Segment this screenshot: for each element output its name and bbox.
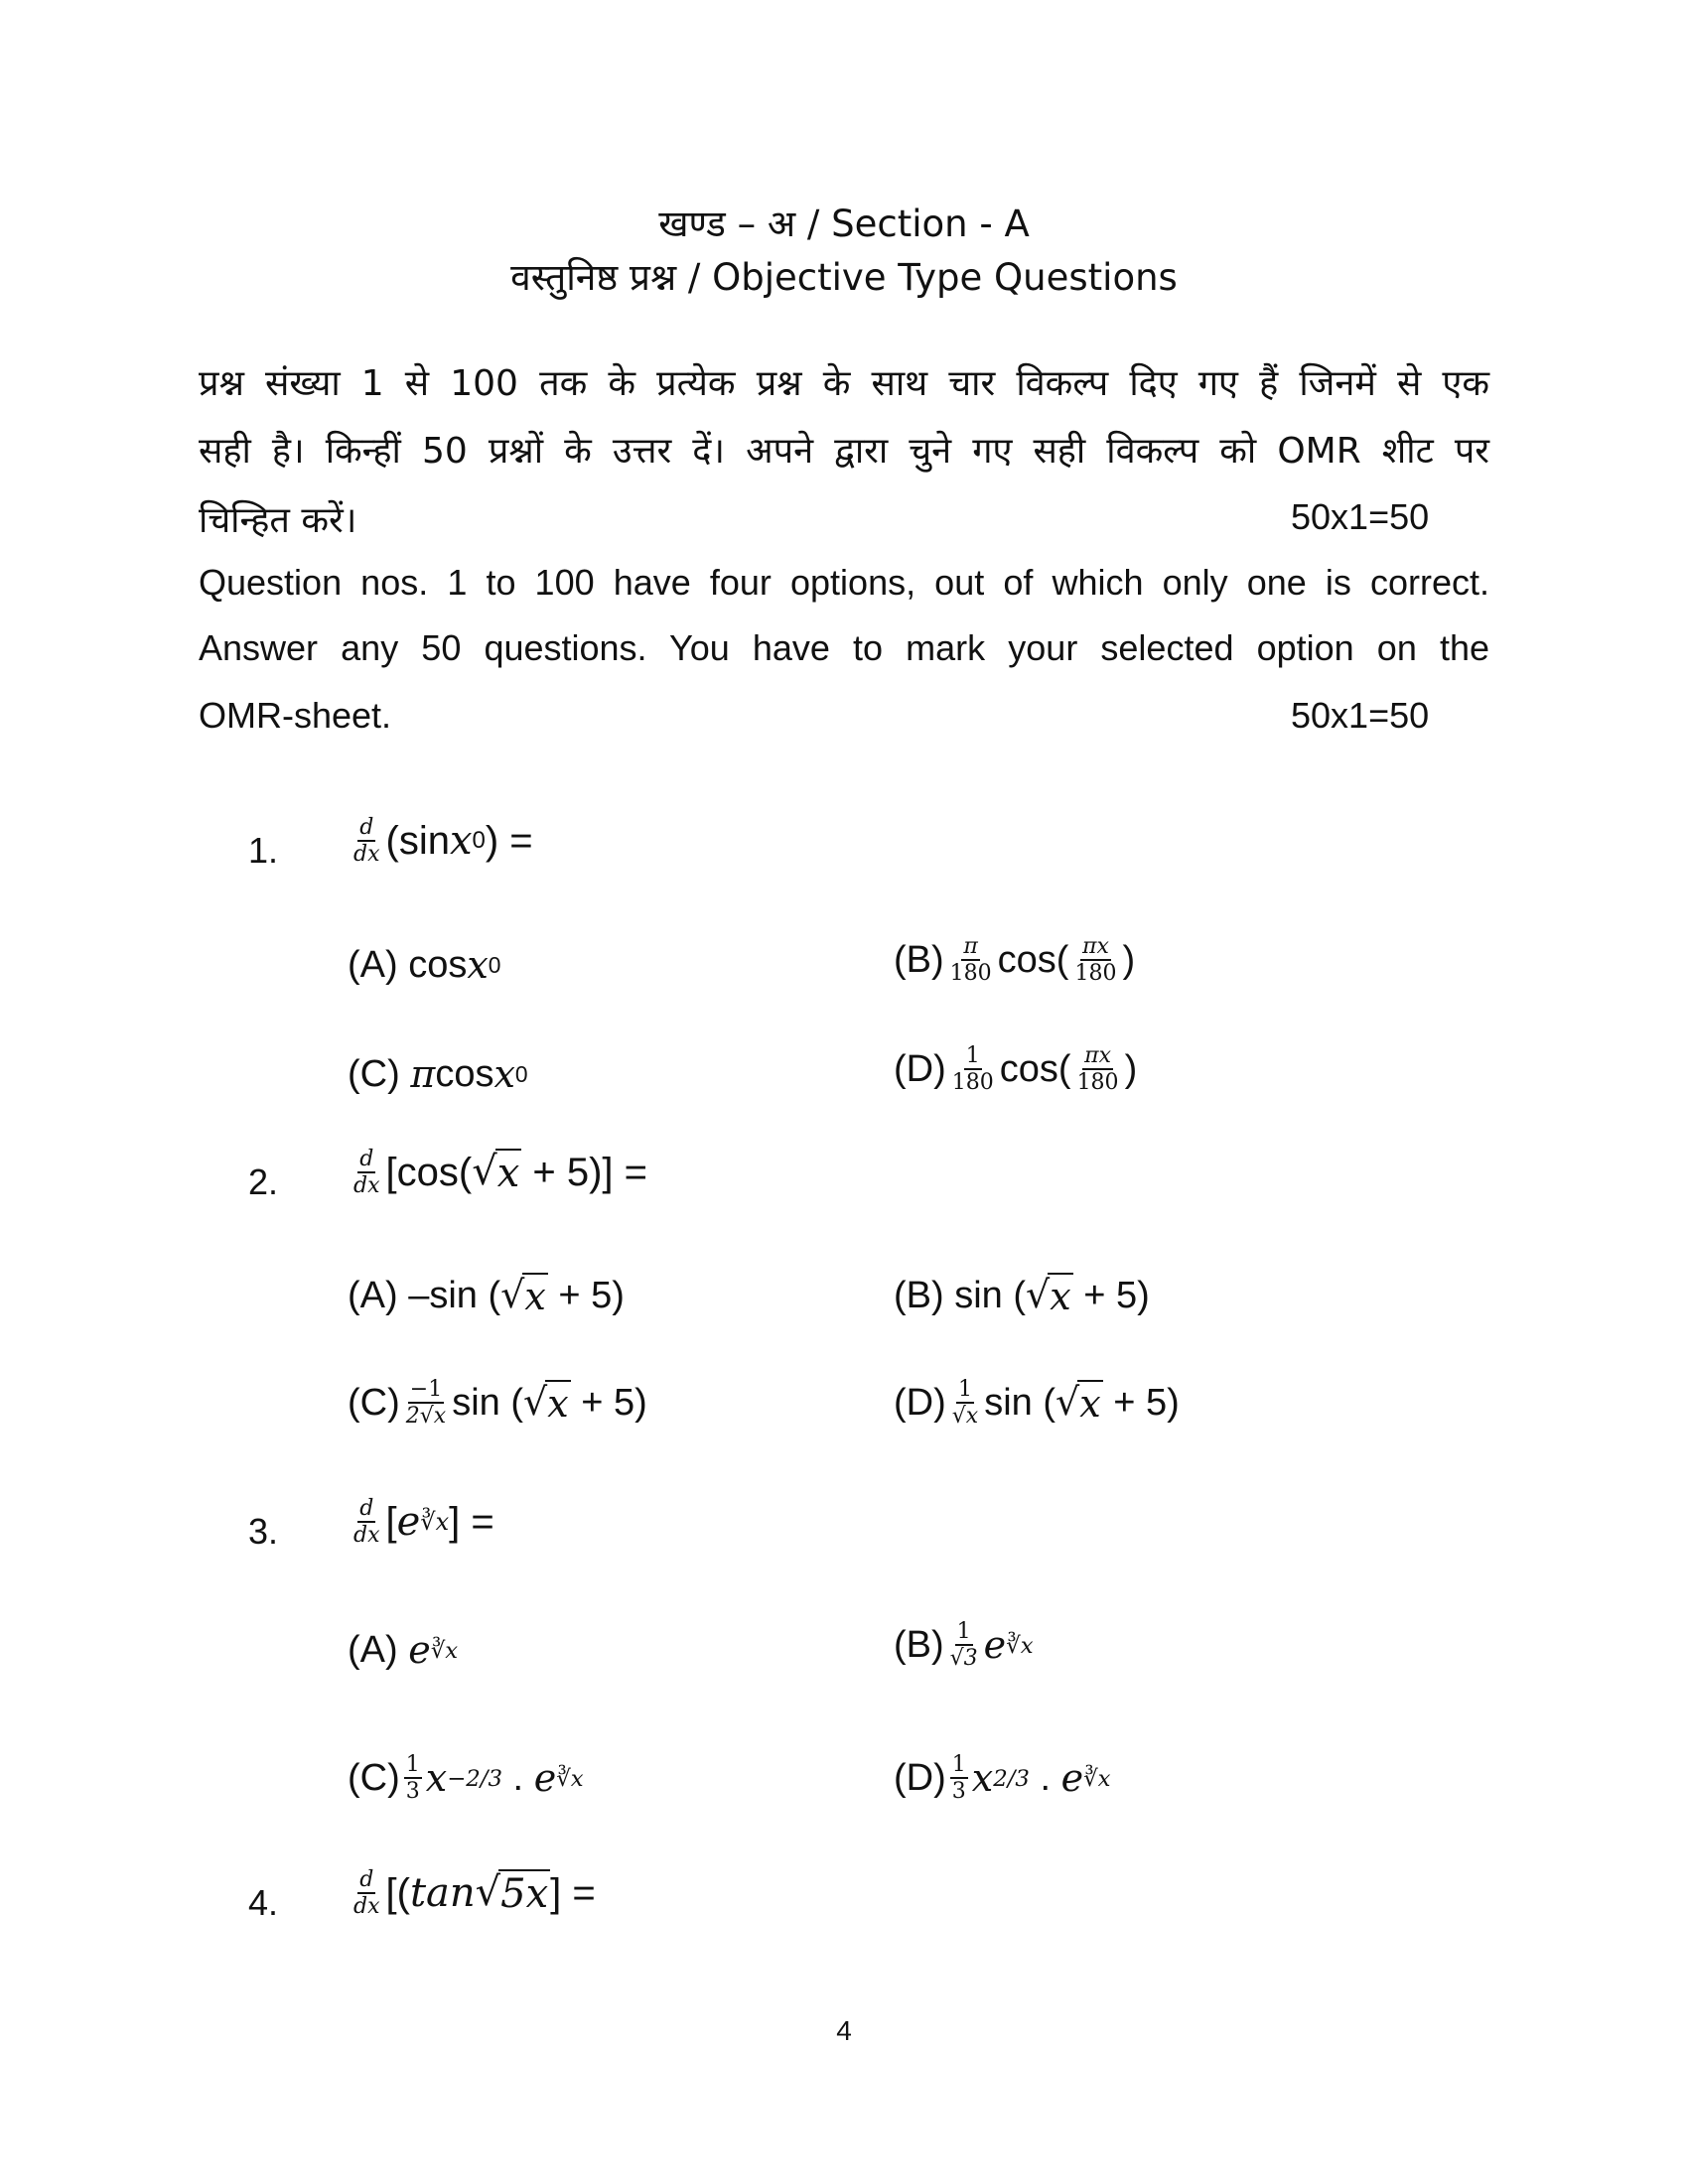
instruction-english-line-2: Answer any 50 questions. You have to mark your selected option on the — [199, 627, 1489, 668]
option-b[interactable]: (B) sin ( √ x + 5) — [894, 1273, 1150, 1318]
question-number: 2. — [248, 1161, 279, 1202]
instruction-hindi-line-1: प्रश्न संख्या 1 से 100 तक के प्रत्येक प्रश्न के साथ चार विकल्प दिए गए हैं जिनमें से एक — [199, 363, 1489, 404]
section-heading: खण्ड – अ / Section - A — [658, 203, 1030, 245]
question-number: 3. — [248, 1511, 279, 1552]
question-number: 4. — [248, 1882, 279, 1923]
instruction-hindi-line-2: सही है। किन्हीं 50 प्रश्नों के उत्तर दें। अपने द्वारा चुने गए सही विकल्प को OMR शीट पर — [199, 431, 1489, 472]
page-number: 4 — [836, 2015, 852, 2046]
question-expression: $\frac{d}{dx}$ (sin x 0 ) = — [353, 815, 533, 868]
option-d[interactable]: (D) $\frac{1}{180}$ cos( $\frac{\pi x}{180}$ ) — [894, 1043, 1138, 1096]
section-subheading: वस्तुनिष्ठ प्रश्न / Objective Type Questions — [510, 256, 1178, 299]
option-b[interactable]: (B) $\frac{\pi}{180}$ cos( $\frac{\pi x}{180}$ ) — [894, 934, 1136, 987]
question-number: 1. — [248, 830, 279, 871]
option-d[interactable]: (D) $\frac{1}{3}$ x 2/3 . e ∛x — [894, 1752, 1111, 1805]
instruction-english-line-3: OMR-sheet. — [199, 695, 392, 736]
option-d[interactable]: (D) $\frac{1}{√x}$ sin ( √ x + 5) — [894, 1377, 1180, 1430]
option-a[interactable]: (A) –sin ( √ x + 5) — [348, 1273, 625, 1318]
option-c[interactable]: (C) π cos x 0 — [348, 1052, 528, 1096]
instruction-hindi-line-3: चिन्हित करें। — [199, 500, 357, 541]
marks-hindi: 50x1=50 — [1291, 496, 1430, 537]
option-b[interactable]: (B) $\frac{1}{√3}$ e ∛x — [894, 1619, 1034, 1672]
question-expression: $\frac{d}{dx}$ [cos( √ x + 5)] = — [353, 1147, 647, 1199]
instruction-english-line-1: Question nos. 1 to 100 have four options, out of which only one is correct. — [199, 562, 1489, 603]
question-expression: $\frac{d}{dx}$ [( tan √ 5x ] = — [353, 1867, 596, 1920]
question-expression: $\frac{d}{dx}$ [ e ∛x ] = — [353, 1496, 494, 1549]
marks-english: 50x1=50 — [1291, 695, 1430, 736]
option-c[interactable]: (C) $\frac{-1}{2√x}$ sin ( √ x + 5) — [348, 1377, 647, 1430]
option-c[interactable]: (C) $\frac{1}{3}$ x −2/3 . e ∛x — [348, 1752, 584, 1805]
option-a[interactable]: (A) cos x 0 — [348, 943, 501, 987]
option-a[interactable]: (A) e ∛x — [348, 1628, 459, 1672]
